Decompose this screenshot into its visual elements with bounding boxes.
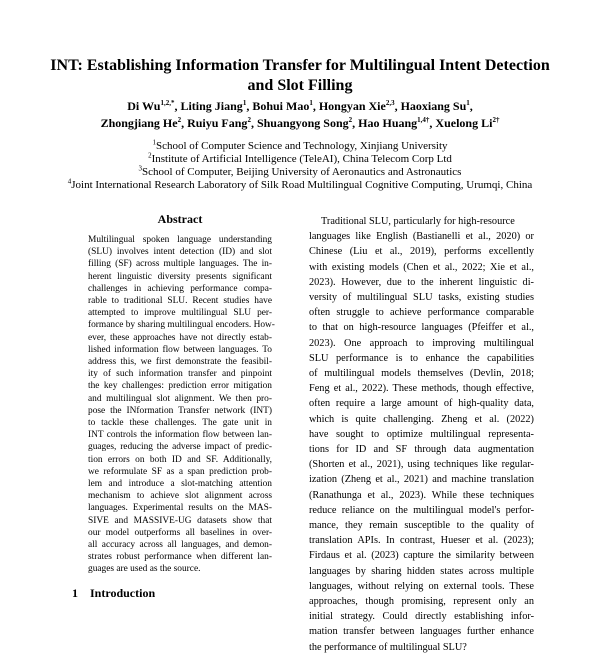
affiliation-mark: 4 <box>67 177 72 186</box>
abstract-line: languages. Experimental results on the MAS- <box>88 503 272 514</box>
abstract-line: herent linguistic diversity presents significant <box>88 271 272 282</box>
author-line-1: Di $Wu^{1,2,*}$, Liting Jiang$^1$, Bohui Mao$^1$, Hongyan Xie$^{2,3}$, Haoxiang Su$^1$, <box>127 99 473 113</box>
abstract-line: lem and introduce a slot-matching attention <box>88 479 272 490</box>
abstract-line: pose the INformation Transfer network (INT) <box>88 405 272 416</box>
section-title: Introduction <box>90 586 156 600</box>
author-name: Liting Jiang <box>180 99 243 113</box>
author-affil-mark: 1,2,* <box>160 99 175 107</box>
author-affil-mark: 1 <box>466 99 470 107</box>
author-name: Zhongjiang He <box>100 116 178 130</box>
body-line: languages, without relying on external tools. These <box>309 580 534 592</box>
abstract-line: (SLU) involves intent detection (ID) and slot <box>88 247 272 258</box>
body-line: to that on high-resource languages (Pfeiffer et al., <box>309 322 534 334</box>
body-line: have sought to optimize multilingual representa- <box>309 428 534 440</box>
author-affil-mark: 2,3 <box>385 99 395 107</box>
abstract-line: Multilingual spoken language understanding <box>88 235 272 245</box>
body-line: reduce reliance on the multilingual model's perfor- <box>309 504 534 516</box>
abstract-line: strates robust performance when different lan- <box>88 552 272 563</box>
author-affil-mark: 1,4† <box>417 116 430 124</box>
abstract-line: and multilingual slot alignment. We then pro- <box>88 393 272 404</box>
body-line: Feng et al., 2022). These methods, though effective, <box>309 383 534 395</box>
affiliation-mark: 1 <box>152 138 156 147</box>
paper-title <box>40 56 560 96</box>
affiliation-3 <box>0 166 600 179</box>
introduction-text <box>309 214 534 655</box>
section-heading-introduction <box>72 586 272 600</box>
affiliation-text: Institute of Artificial Intelligence (TeleAI), China Telecom Corp Ltd <box>151 153 452 165</box>
affiliation-text: Joint International Research Laboratory of Silk Road Multilingual Cognitive Computing, Urumqi, China <box>71 179 533 191</box>
abstract-text <box>88 234 275 576</box>
abstract-line: guages, reducing the adverse impact of predic- <box>88 442 272 453</box>
body-line: mation transfer between languages further enhance <box>309 626 534 638</box>
body-line: 2023). However, due to the inherent linguistic di- <box>309 276 534 288</box>
body-line: often require a large amount of high-quality data, <box>309 398 534 410</box>
body-line: often struggle to achieve performance comparable <box>309 307 534 319</box>
abstract-line: challenges in achieving performance compa- <box>88 283 272 294</box>
body-line: of multilingual models themselves (Devlin, 2018; <box>309 368 534 380</box>
abstract-line: ity of such information transfer and pinpoint <box>88 369 272 380</box>
author-affil-mark: 2† <box>492 116 500 124</box>
body-line: with existing models (Chen et al., 2022; Xie et al., <box>309 261 534 273</box>
abstract-line: rable to traditional SLU. Recent studies have <box>88 296 272 307</box>
author-list <box>40 98 560 132</box>
body-line: (Ranathunga et al., 2023). While these techniques <box>309 489 534 501</box>
body-line: Firdaus et al. (2023) capture the similarity between <box>309 550 534 562</box>
abstract-line: guages are used as the source. <box>88 564 201 575</box>
abstract-line: attempted to improve multilingual SLU per- <box>88 308 272 319</box>
author-affil-mark: 2 <box>177 116 182 124</box>
abstract-line: SIVE and MASSIVE-UG datasets show that <box>88 515 272 526</box>
abstract-line: ever, these approaches have not directly estab- <box>88 332 272 343</box>
author-name: Hongyan Xie <box>318 99 386 113</box>
affiliation-mark: 3 <box>138 164 143 173</box>
body-line: translation APIs. In contrast, Hueser et al. (2023); <box>309 535 534 547</box>
author-name: Bohui Mao <box>252 99 310 113</box>
abstract-line: our model outperforms all baselines in over- <box>88 527 272 538</box>
body-line: Traditional SLU, particularly for high-resource <box>321 216 515 227</box>
body-line: versity of multilingual SLU tasks, existing studies <box>309 292 534 304</box>
abstract-line: INT controls the information flow between lan- <box>88 430 272 441</box>
abstract-heading: Abstract <box>157 212 203 226</box>
section-number: 1 <box>72 586 78 600</box>
author-name: Haoxiang Su <box>400 99 467 113</box>
affiliation-4 <box>0 179 600 192</box>
author-affil-mark: 1 <box>242 99 247 107</box>
affiliation-1 <box>0 140 600 153</box>
body-line: Chinese (Liu et al., 2019), performs excellently <box>309 246 534 258</box>
abstract-line: filling (SF) across multiple languages. The in- <box>88 259 272 270</box>
body-line: tions for ID and SF through data augmentation <box>309 444 534 456</box>
author-affil-mark: 2 <box>348 116 353 124</box>
affiliation-2 <box>0 153 600 166</box>
body-line: approaches, though promising, represent only an <box>309 596 534 608</box>
abstract-line: lished information flow between languages. To <box>88 344 272 355</box>
author-affil-mark: 2 <box>247 116 251 124</box>
abstract-line: tion errors on both ID and SF. Additionally, <box>88 454 272 465</box>
affiliation-text: School of Computer, Beijing University of Aeronautics and Astronautics <box>142 166 462 178</box>
abstract-line: to tackle these challenges. The gate unit in <box>88 418 272 429</box>
body-line: the performance of multilingual SLU? <box>309 641 467 653</box>
title-line-2: and Slot Filling <box>247 77 353 94</box>
author-name: Xuelong Li <box>435 116 493 130</box>
abstract-line: all accuracy across all languages, and demon- <box>88 540 272 551</box>
body-line: SLU performance is to enhance the capabilities <box>309 352 534 364</box>
abstract-line: we reformulate SF as a span prediction prob- <box>88 466 272 477</box>
body-line: initial strategy. Could directly establishing infor- <box>309 611 534 623</box>
abstract-line: the key challenges: prediction error mitigation <box>88 381 272 392</box>
author-name: Shuangyong Song <box>256 116 349 130</box>
affiliation-text: School of Computer Science and Technology, Xinjiang University <box>155 140 448 152</box>
body-line: which is quite challenging. Zheng et al. (2022) <box>309 413 534 425</box>
abstract-line: formance by sharing multilingual encoders. How- <box>88 320 275 331</box>
title-line-1: INT: Establishing Information Transfer for Multilingual Intent Detection <box>50 57 550 74</box>
abstract-section <box>88 212 275 576</box>
body-line: ization (Zheng et al., 2021) and machine translation <box>309 474 534 486</box>
affiliation-list <box>0 140 600 192</box>
author-line-2: Zhongjiang He$^2$, Ruiyu Fang$^2$, Shuangyong Song$^2$, Hao Huang$^{1,4\dagger}$, Xuelong $Li^{2\dagger}$ <box>100 116 500 130</box>
author-name: Hao Huang <box>358 116 418 130</box>
affiliation-mark: 2 <box>148 151 152 160</box>
body-line: languages like English (Bastianelli et al., 2020) or <box>309 231 534 243</box>
author-affil-mark: 1 <box>309 99 313 107</box>
introduction-body <box>309 214 534 655</box>
body-line: 2023). One approach to improving multilingual <box>309 337 534 349</box>
author-name: Di Wu <box>127 99 161 113</box>
author-name: Ruiyu Fang <box>187 116 248 130</box>
body-line: languages by sharing hidden states across multiple <box>309 565 534 577</box>
abstract-line: mechanism to achieve slot alignment across <box>88 491 272 502</box>
body-line: mance, they remain susceptible to the quality of <box>309 520 534 532</box>
body-line: (Shorten et al., 2021), using techniques like regular- <box>309 459 534 471</box>
abstract-line: address this, we first demonstrate the feasibil- <box>88 357 272 368</box>
